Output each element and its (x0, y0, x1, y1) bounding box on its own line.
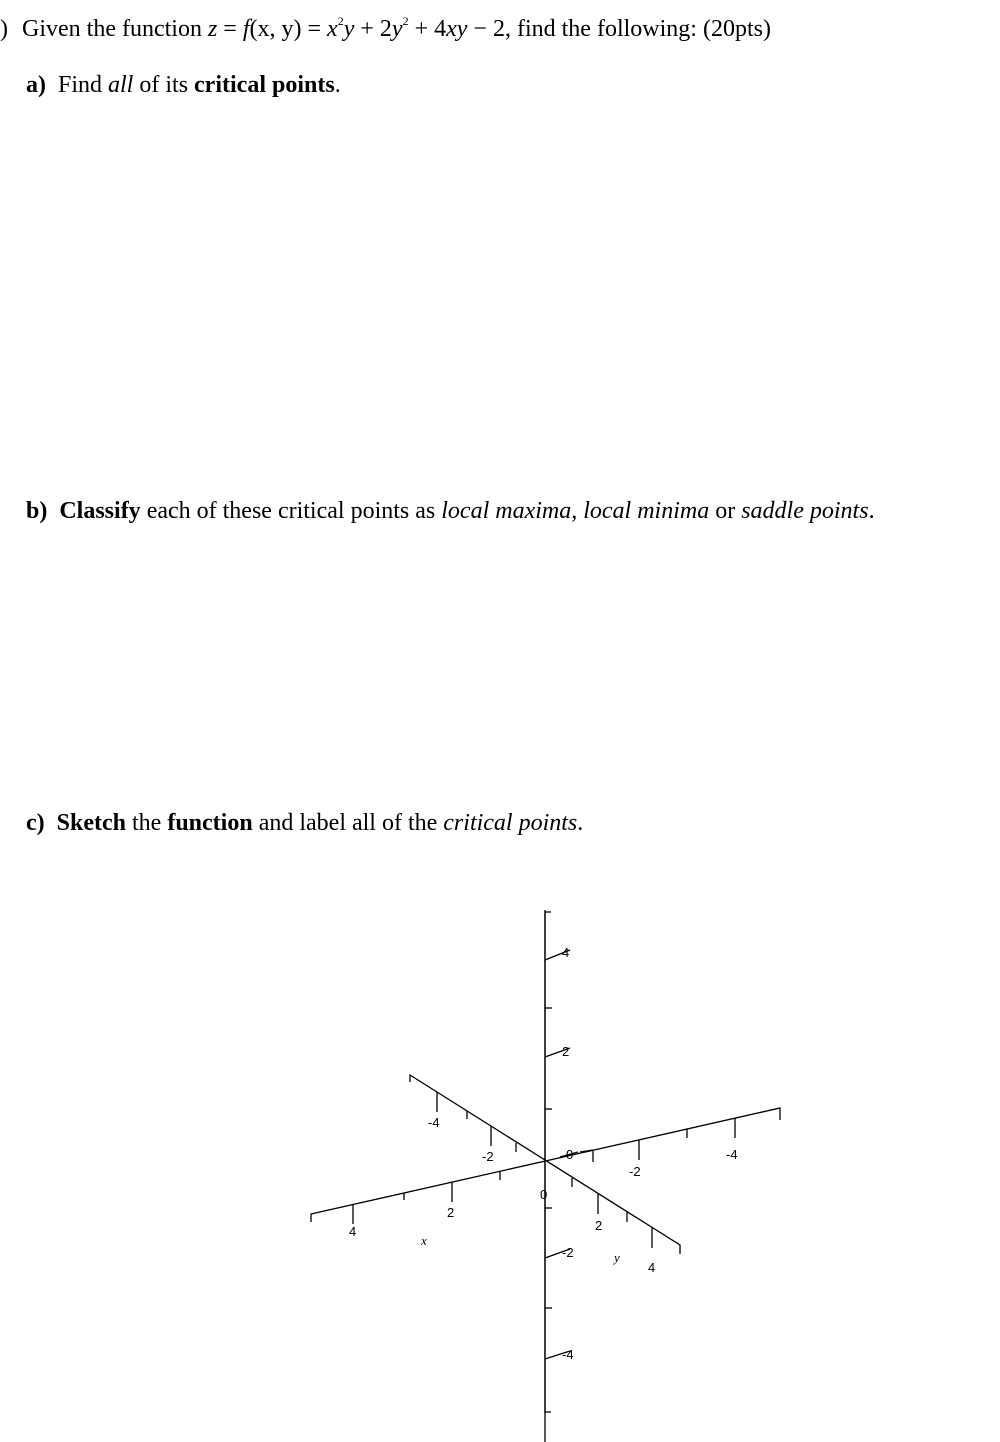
question-b-label: b) (26, 498, 48, 524)
y-axis-label: y (614, 1250, 620, 1265)
function-equation: z = f(x, $y) = x^2y + 2y^2 + 4xy - 2$ (207, 14, 505, 42)
problem-lead: Given the function (22, 16, 202, 42)
problem-paren: ) (0, 16, 8, 42)
x-tick-label-2: 2 (447, 1205, 455, 1220)
origin-label: 0 (540, 1187, 548, 1202)
question-a: a) Find all of its critical points. (26, 72, 341, 98)
x-tick-label-4: 4 (349, 1224, 357, 1239)
z-tick-label-m4: -4 (562, 1347, 574, 1362)
y-origin-label: 0 (566, 1147, 574, 1162)
y-tick-label-4: 4 (648, 1260, 656, 1275)
x-tick-label-m4: -4 (428, 1115, 440, 1130)
question-b: b) Classify each of these critical points as local maxima, local minima or saddle points. (26, 498, 875, 524)
y-tick-label-2: 2 (595, 1218, 603, 1233)
z-tick-label-4: 4 (562, 945, 570, 960)
question-c-label: c) (26, 810, 45, 836)
x-tick-label-m2: -2 (482, 1149, 494, 1164)
question-c: c) Sketch the function and label all of the critical points. (26, 810, 584, 836)
y-tick-label-m4: -4 (726, 1147, 738, 1162)
z-tick-label-2: 2 (562, 1044, 570, 1059)
problem-tail: , find the following: (20pts) (504, 16, 771, 42)
y-tick-label-m2: -2 (629, 1164, 641, 1179)
x-axis-label: x (421, 1233, 427, 1248)
question-a-label: a) (26, 72, 46, 98)
z-tick-label-m2: -2 (562, 1245, 574, 1260)
z-axis (545, 912, 551, 1442)
